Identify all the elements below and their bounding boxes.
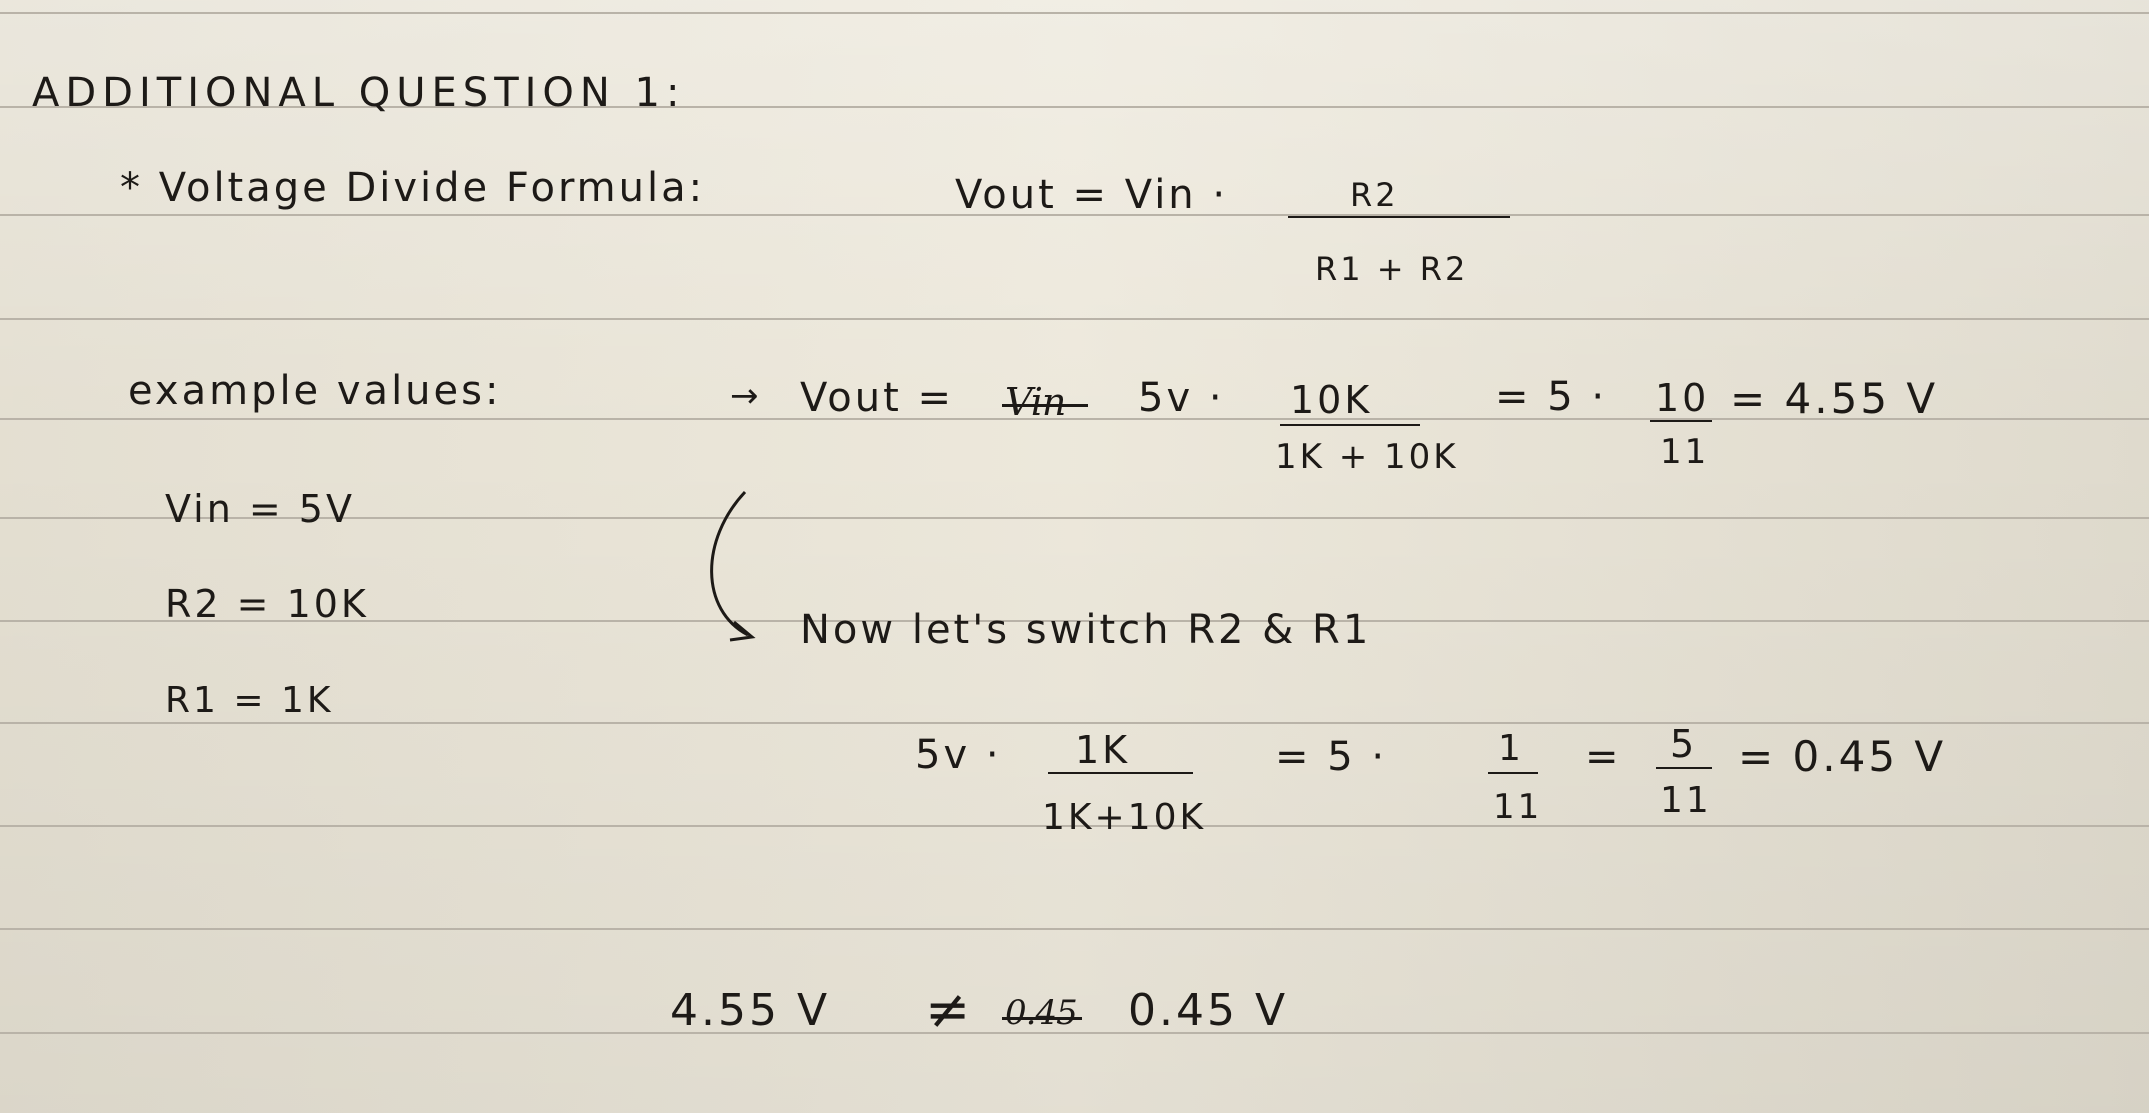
formula-numerator: R2 — [1350, 176, 1399, 214]
calc1-numerator2: 10 — [1655, 376, 1710, 420]
calc2-denominator: 1K+10K — [1042, 797, 1207, 838]
calc1-denominator2: 11 — [1660, 432, 1710, 472]
calc2-fraction-bar2 — [1488, 772, 1538, 774]
example-vin: Vin = 5V — [165, 487, 355, 531]
calc2-result: = 0.45 V — [1738, 732, 1947, 781]
page-heading: ADDITIONAL QUESTION 1: — [32, 70, 686, 116]
conclusion-right: 0.45 V — [1128, 985, 1289, 1036]
formula-denominator: R1 + R2 — [1315, 250, 1469, 288]
conclusion-left: 4.55 V — [670, 985, 831, 1036]
formula-vout: Vout = Vin · — [955, 172, 1229, 218]
conclusion-not-equal: ≠ — [925, 978, 974, 1041]
example-r2: R2 = 10K — [165, 582, 369, 626]
calc2-numerator3: 5 — [1670, 722, 1698, 766]
example-r1: R1 = 1K — [165, 680, 334, 721]
calc2-term: 5v · — [915, 732, 1002, 778]
calc1-term: 5v · — [1138, 375, 1225, 421]
calc2-denominator3: 11 — [1660, 780, 1712, 821]
calc1-denominator: 1K + 10K — [1275, 437, 1459, 477]
calc1-arrow: → — [730, 376, 762, 416]
conclusion-struck: 0.45 — [1005, 993, 1077, 1033]
formula-label: * Voltage Divide Formula: — [120, 165, 706, 211]
example-label: example values: — [128, 368, 502, 414]
calc1-numerator: 10K — [1290, 378, 1373, 422]
switch-note: Now let's switch R2 & R1 — [800, 607, 1372, 653]
calc2-fraction-bar3 — [1656, 767, 1712, 769]
calc1-struck-vin: Vin — [1005, 380, 1066, 424]
calc1-prefix: Vout = — [800, 375, 954, 421]
calc1-equals: = 5 · — [1495, 374, 1608, 420]
calc2-equals2: = — [1585, 734, 1622, 780]
calc2-equals: = 5 · — [1275, 734, 1388, 780]
conclusion-strike-mark — [1002, 1017, 1082, 1020]
calc2-numerator2: 1 — [1498, 728, 1524, 769]
calc2-denominator2: 11 — [1493, 787, 1543, 827]
calc2-numerator: 1K — [1075, 728, 1131, 772]
calc1-result: = 4.55 V — [1730, 374, 1939, 423]
calc2-fraction-bar — [1048, 772, 1193, 774]
